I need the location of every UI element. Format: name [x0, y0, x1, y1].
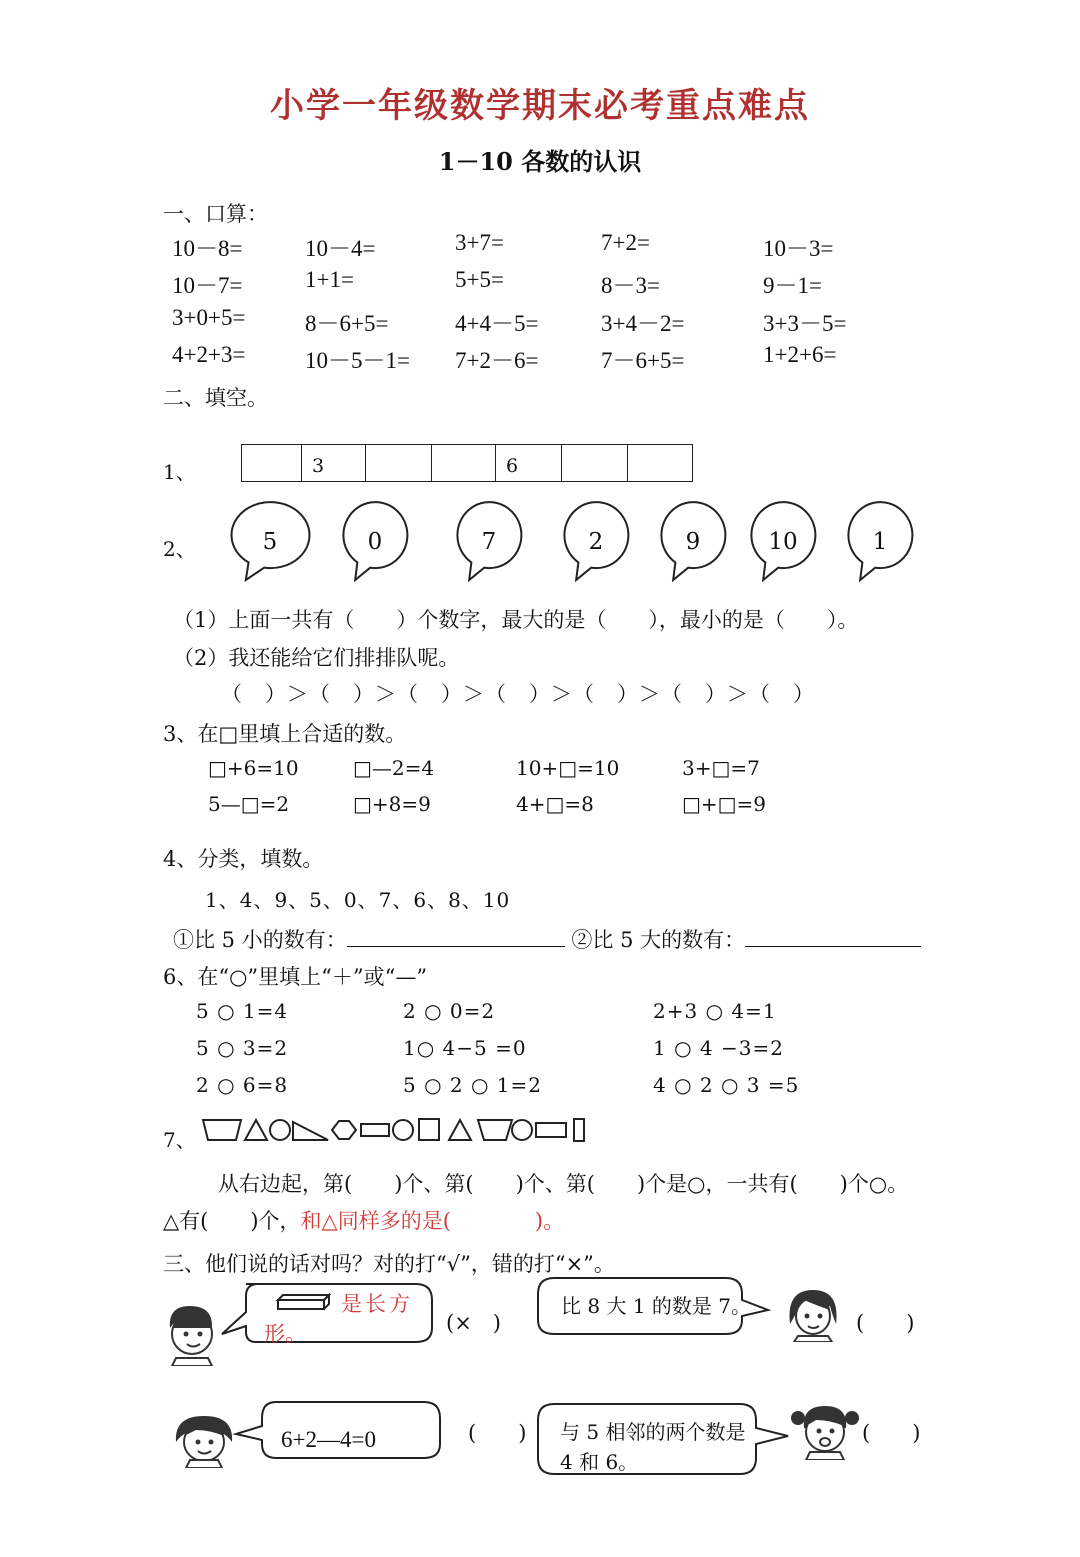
- sequence-cell[interactable]: 6: [496, 445, 562, 481]
- sign-problem: 5 ○ 2 ○ 1=2: [403, 1073, 542, 1097]
- oral-problem: 8－6+5=: [305, 311, 389, 336]
- oral-problem: 10－7=: [172, 273, 243, 298]
- q1-number: 1、: [163, 460, 196, 484]
- q2-line1: （1）上面一共有（ ）个数字，最大的是（ ），最小的是（ ）。: [173, 608, 859, 632]
- q4-more-blank[interactable]: [745, 928, 921, 947]
- page-subtitle: 1－10 各数的认识: [438, 147, 642, 176]
- oral-problem: 10－8=: [172, 236, 243, 261]
- oral-problem: 8－3=: [601, 273, 660, 298]
- speech-2-text: 比 8 大 1 的数是 7。: [561, 1294, 751, 1318]
- girl-pigtails-avatar: [790, 1400, 860, 1460]
- number-bubble: [562, 500, 630, 584]
- section-1-heading: 一、口算：: [163, 202, 268, 226]
- girl-avatar: [782, 1284, 844, 1342]
- q2-number: 2、: [163, 537, 196, 561]
- oral-problem: 4+2+3=: [172, 342, 246, 367]
- page-title: 小学一年级数学期末必考重点难点: [270, 86, 810, 126]
- trapezoid-shape: [203, 1120, 241, 1140]
- oral-problem: 7+2－6=: [455, 348, 539, 373]
- sign-problem: 1 ○ 4 −3=2: [653, 1036, 784, 1060]
- bubble-number: 5: [262, 529, 278, 555]
- sequence-cell[interactable]: [242, 445, 302, 481]
- sign-problem: 5 ○ 1=4: [196, 999, 289, 1023]
- circle-shape: [270, 1120, 290, 1140]
- sequence-cell[interactable]: [432, 445, 496, 481]
- answer-3: ( ): [468, 1421, 527, 1445]
- oral-problem: 1+1=: [305, 267, 354, 292]
- number-bubble: [846, 500, 914, 584]
- trapezoid-shape: [478, 1120, 512, 1140]
- number-bubble: [749, 500, 817, 584]
- q3-heading: 3、在□里填上合适的数。: [163, 722, 407, 746]
- shapes-row: [200, 1114, 590, 1146]
- circle-shape: [512, 1120, 532, 1140]
- bubble-number: 0: [367, 529, 383, 555]
- q4-numbers: 1、4、9、5、0、7、6、8、10: [205, 888, 511, 912]
- q7-line2: [163, 1205, 564, 1235]
- bubble-number: 9: [685, 529, 701, 555]
- circle-shape: [393, 1120, 413, 1140]
- q4-heading: 4、分类，填数。: [163, 847, 324, 871]
- triangle-shape: [449, 1120, 471, 1140]
- sign-problem: 2 ○ 0=2: [403, 999, 496, 1023]
- answer-2: ( ): [856, 1311, 915, 1335]
- right-triangle-shape: [293, 1122, 328, 1140]
- triangle-shape: [245, 1120, 267, 1140]
- oral-problem: 9－1=: [763, 273, 822, 298]
- q4-less-row: [173, 924, 921, 954]
- oral-problem: 1+2+6=: [763, 342, 837, 367]
- sign-problem: 4 ○ 2 ○ 3 =5: [653, 1073, 800, 1097]
- answer-4: ( ): [862, 1421, 921, 1445]
- sign-problem: 2 ○ 6=8: [196, 1073, 289, 1097]
- answer-1: (× ): [446, 1311, 501, 1335]
- q7-line2-triangle: △有( )个，: [163, 1209, 301, 1233]
- bubble-number: 7: [481, 529, 497, 555]
- square-shape: [419, 1119, 439, 1140]
- bubble-number: 2: [588, 529, 604, 555]
- bubble-number: 10: [768, 529, 798, 555]
- oral-problem: 3+3－5=: [763, 311, 847, 336]
- rectangle-shape: [361, 1124, 389, 1136]
- sequence-cell[interactable]: [628, 445, 692, 481]
- oral-problem: 7+2=: [601, 230, 650, 255]
- q2-line2: （2）我还能给它们排排队呢。: [173, 646, 460, 670]
- q4-less-label: ①比 5 小的数有：: [173, 928, 347, 952]
- number-bubble: [455, 500, 523, 584]
- section-3-heading: 三、他们说的话对吗？对的打“√”，错的打“×”。: [163, 1252, 615, 1276]
- number-bubble: [229, 500, 311, 584]
- bubble-number: 1: [872, 529, 888, 555]
- fill-box-problem: 3+□=7: [682, 756, 760, 780]
- number-bubble: [659, 500, 727, 584]
- boy-avatar: [160, 1302, 222, 1366]
- fill-box-problem: □+8=9: [353, 792, 431, 816]
- sign-problem: 5 ○ 3=2: [196, 1036, 289, 1060]
- speech-4-line1: 与 5 相邻的两个数是: [560, 1420, 746, 1444]
- tall-rectangle-shape: [574, 1119, 584, 1141]
- oral-problem: 3+4－2=: [601, 311, 685, 336]
- speech-3-text: 6+2—4=0: [281, 1427, 376, 1452]
- section-2-heading: 二、填空。: [163, 386, 268, 410]
- number-sequence-boxes: [241, 444, 693, 482]
- sequence-cell[interactable]: 3: [302, 445, 366, 481]
- speech-4-line2: 4 和 6。: [560, 1450, 639, 1474]
- hexagon-shape: [332, 1121, 356, 1139]
- oral-problem: 7－6+5=: [601, 348, 685, 373]
- speech-1-line2: 形。: [264, 1322, 306, 1346]
- q6-heading: 6、在“○”里填上“＋”或“—”: [163, 965, 428, 989]
- q4-less-blank[interactable]: [347, 928, 565, 947]
- q4-more-label: ②比 5 大的数有：: [571, 928, 746, 952]
- sequence-cell[interactable]: [562, 445, 628, 481]
- fill-box-problem: □—2=4: [353, 756, 435, 780]
- sign-problem: 2+3 ○ 4=1: [653, 999, 777, 1023]
- oral-problem: 5+5=: [455, 267, 504, 292]
- oral-problem: 10－5－1=: [305, 348, 410, 373]
- speech-1-line1: 是长方: [341, 1292, 413, 1316]
- oral-problem: 10－3=: [763, 236, 834, 261]
- fill-box-problem: □+6=10: [208, 756, 299, 780]
- q7-number: 7、: [163, 1128, 196, 1152]
- oral-problem: 10－4=: [305, 236, 376, 261]
- number-bubble: [341, 500, 409, 584]
- oral-problem: 4+4－5=: [455, 311, 539, 336]
- q7-line2-same: 和△同样多的是( )。: [300, 1209, 565, 1233]
- q2-order-line: （ ）＞（ ）＞（ ）＞（ ）＞（ ）＞（ ）＞（ ）: [221, 682, 815, 706]
- oral-problem: 3+0+5=: [172, 305, 246, 330]
- girl-avatar-2: [170, 1412, 240, 1468]
- q7-line1: 从右边起，第( )个、第( )个、第( )个是○，一共有( )个○。: [218, 1172, 909, 1196]
- fill-box-problem: 10+□=10: [516, 756, 620, 780]
- fill-box-problem: □+□=9: [682, 792, 767, 816]
- fill-box-problem: 4+□=8: [516, 792, 594, 816]
- rectangle-shape: [536, 1123, 566, 1137]
- sequence-cell[interactable]: [366, 445, 432, 481]
- fill-box-problem: 5—□=2: [208, 792, 290, 816]
- sign-problem: 1○ 4−5 =0: [403, 1036, 527, 1060]
- oral-problem: 3+7=: [455, 230, 504, 255]
